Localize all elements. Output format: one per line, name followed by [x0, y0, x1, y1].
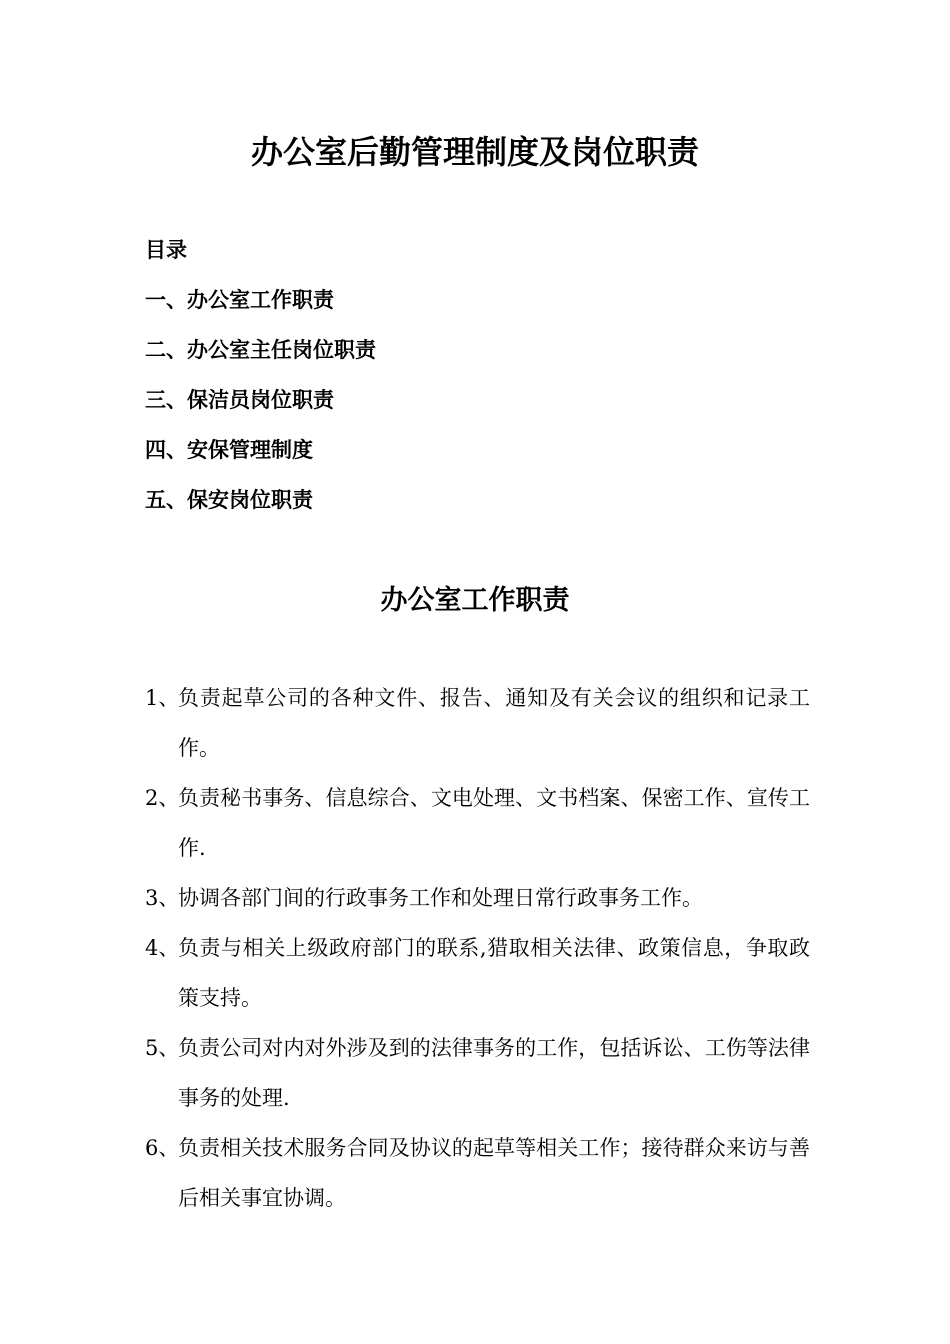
duty-text: 负责公司对内对外涉及到的法律事务的工作，包括诉讼、工伤等法律事务的处理.: [178, 1036, 810, 1110]
duty-item: [145, 873, 810, 923]
duty-item: [145, 923, 810, 1023]
toc-item: 三、保洁员岗位职责: [145, 388, 334, 412]
duty-item: [145, 673, 810, 773]
section-title: 办公室工作职责: [380, 585, 570, 616]
toc-heading: 目录: [145, 238, 187, 262]
duty-text: 负责起草公司的各种文件、报告、通知及有关会议的组织和记录工作。: [178, 686, 810, 760]
duty-number: 4、: [145, 936, 180, 960]
duty-item: [145, 773, 810, 873]
duty-text: 负责秘书事务、信息综合、文电处理、文书档案、保密工作、宣传工作.: [178, 786, 810, 860]
duty-number: 3、: [145, 886, 180, 910]
toc-item: 二、办公室主任岗位职责: [145, 338, 376, 362]
duty-item: [145, 1123, 810, 1223]
duty-text: 协调各部门间的行政事务工作和处理日常行政事务工作。: [178, 886, 703, 910]
toc-item: 四、安保管理制度: [145, 438, 313, 462]
duty-item: [145, 1023, 810, 1123]
duty-text: 负责相关技术服务合同及协议的起草等相关工作；接待群众来访与善后相关事宜协调。: [178, 1136, 810, 1210]
duty-number: 5、: [145, 1036, 180, 1060]
document-title: 办公室后勤管理制度及岗位职责: [250, 133, 699, 171]
toc-list: [145, 284, 376, 534]
duty-number: 1、: [145, 686, 180, 710]
toc-item: 五、保安岗位职责: [145, 488, 313, 512]
duty-number: 2、: [145, 786, 180, 810]
duty-number: 6、: [145, 1136, 180, 1160]
duty-list: [145, 673, 810, 1223]
duty-text: 负责与相关上级政府部门的联系,猎取相关法律、政策信息，争取政策支持。: [178, 936, 810, 1010]
toc-item: 一、办公室工作职责: [145, 288, 334, 312]
